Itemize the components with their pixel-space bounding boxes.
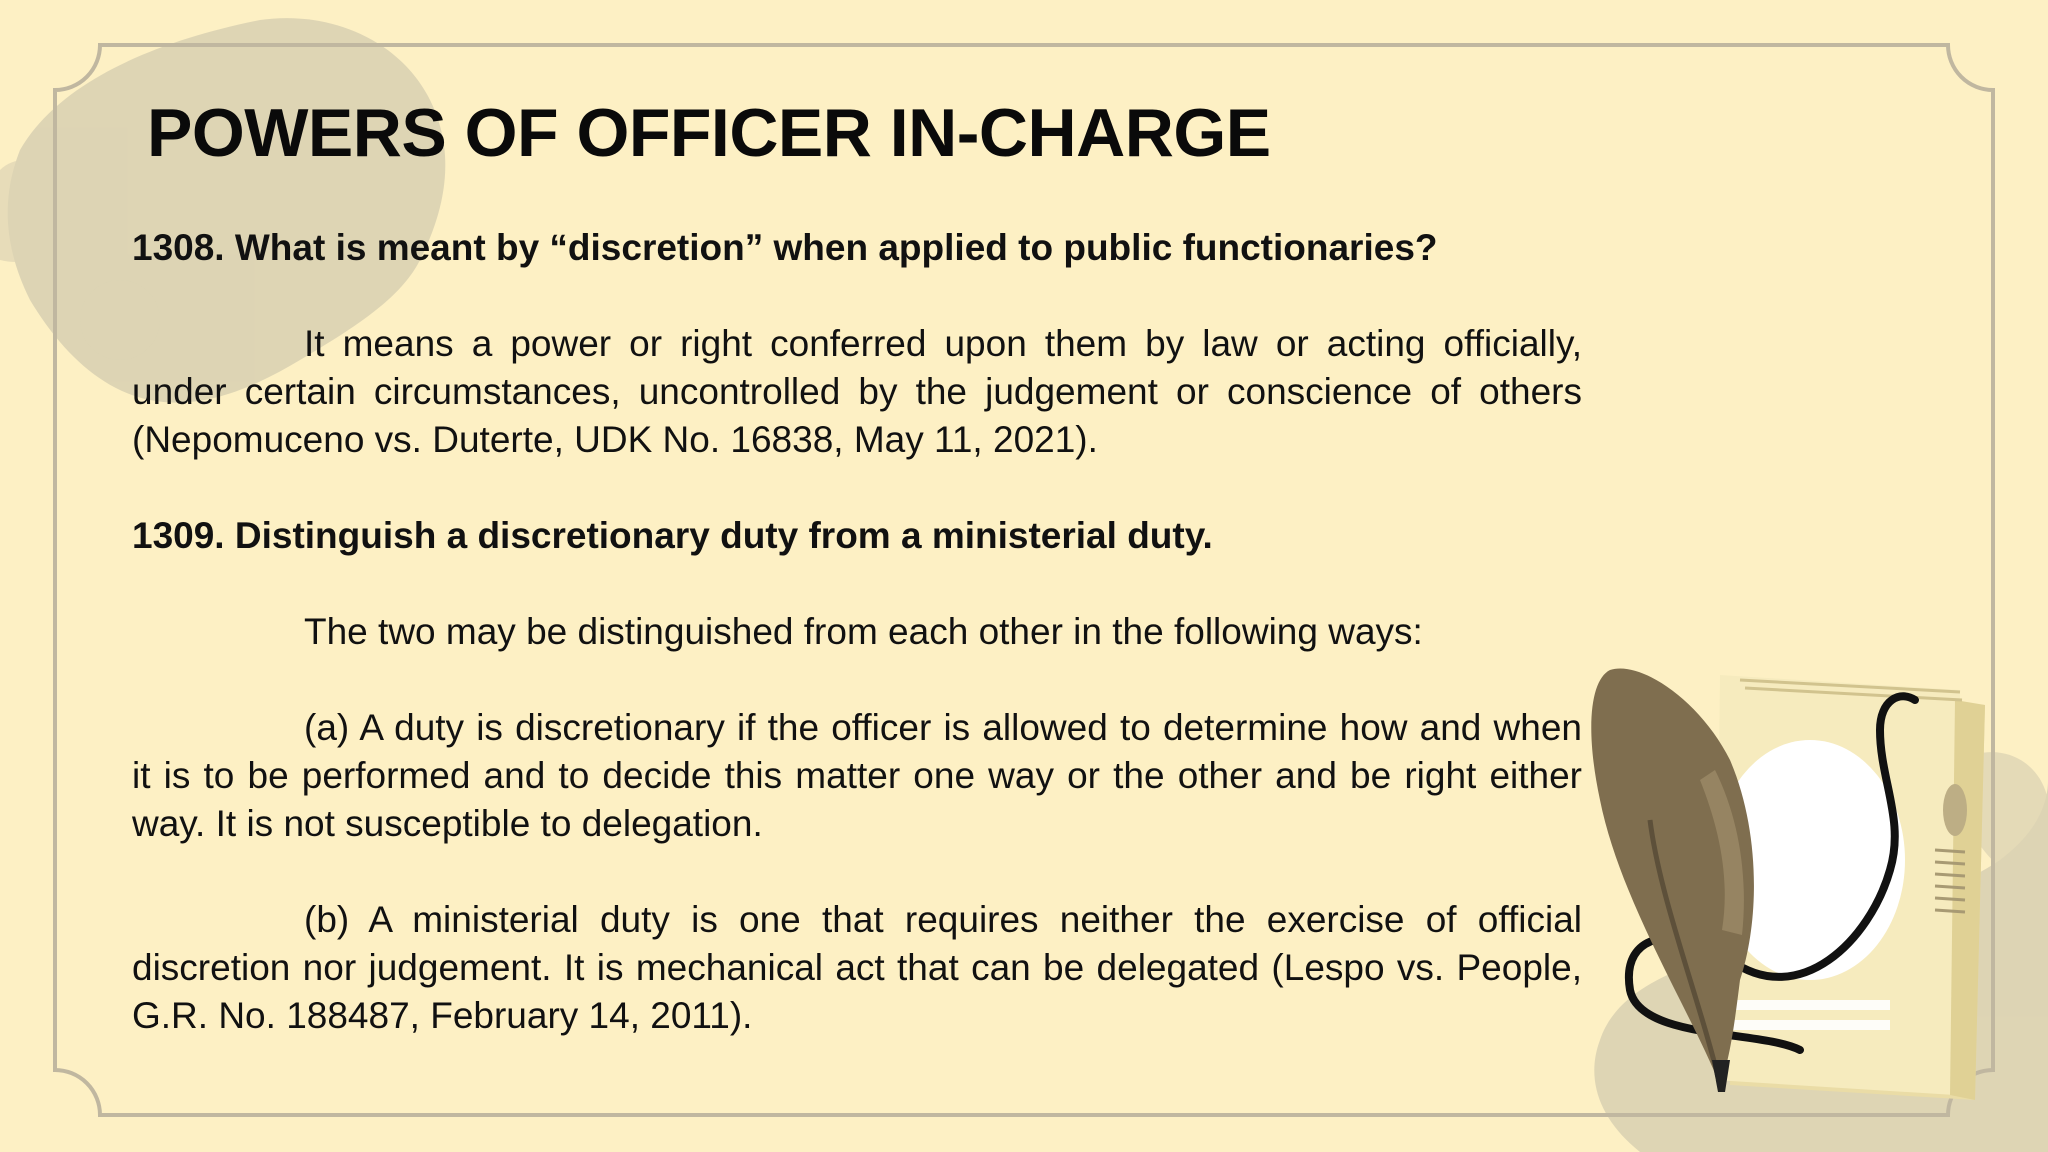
answer-1309-point-b: (b) A ministerial duty is one that requires neither the exercise of official discretion nor judgement. It is mechanical act that can be delegated (Lespo vs. People, G.R. No. 188487, February 14, 2011). (132, 899, 1582, 1036)
spacer (132, 848, 1582, 896)
spacer (132, 656, 1582, 704)
page-title: POWERS OF OFFICER IN-CHARGE (147, 95, 1271, 171)
question-1309: 1309. Distinguish a discretionary duty from a ministerial duty. (132, 515, 1213, 556)
spacer (132, 560, 1582, 608)
answer-1308: It means a power or right conferred upon them by law or acting officially, under certain circumstances, uncontrolled by the judgement or conscience of others (Nepomuceno vs. Duterte, UDK No. 16838, May 11, 2021). (132, 323, 1582, 460)
answer-1309-point-a: (a) A duty is discretionary if the officer is allowed to determine how and when it is to be performed and to decide this matter one way or the other and be right either way. It is not susceptible to delegation. (132, 707, 1582, 844)
slide-body (132, 224, 1582, 1040)
spacer (132, 272, 1582, 320)
spacer (132, 464, 1582, 512)
question-1308: 1308. What is meant by “discretion” when applied to public functionaries? (132, 227, 1438, 268)
answer-1309-intro: The two may be distinguished from each other in the following ways: (304, 611, 1423, 652)
